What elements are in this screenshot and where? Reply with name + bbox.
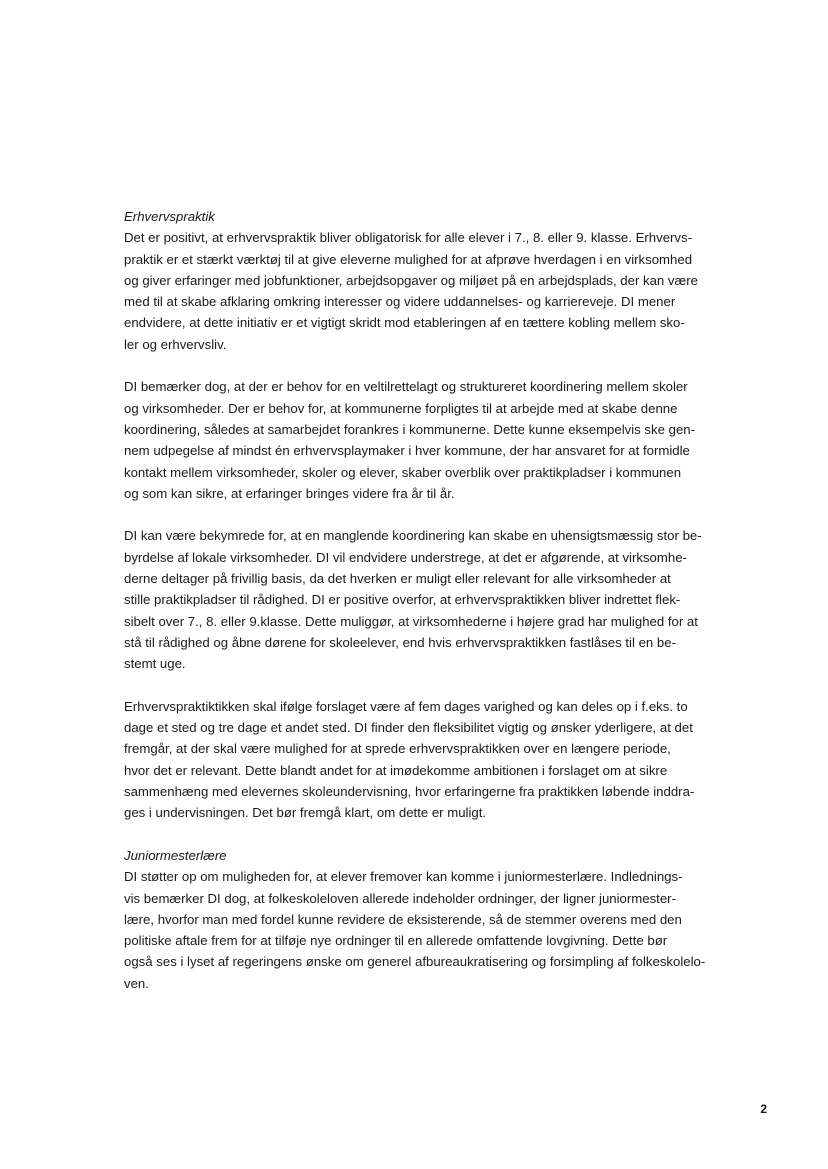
section-heading: Juniormesterlære [124,847,227,863]
paragraph-gap [124,824,769,845]
text-line: ven. [124,975,149,991]
paragraph [124,866,769,994]
text-line: stå til rådighed og åbne dørene for skoleelever, end hvis erhvervspraktikken fastlåses til en be- [124,634,676,650]
text-line: endvidere, at dette initiativ er et vigtigt skridt mod etableringen af en tættere kobling mellem sko- [124,315,685,331]
text-line: byrdelse af lokale virksomheder. DI vil endvidere understrege, at det er afgørende, at virksomhe- [124,549,687,565]
text-line: Erhvervspraktiktikken skal ifølge forslaget være af fem dages varighed og kan deles op i f.eks. to [124,698,688,714]
text-line: DI kan være bekymrede for, at en manglende koordinering kan skabe en uhensigtsmæssig stor be- [124,528,702,544]
text-line: lære, hvorfor man med fordel kunne revidere de eksisterende, så de stemmer overens med den [124,911,682,927]
paragraph [124,525,769,674]
text-line: vis bemærker DI dog, at folkeskoleloven allerede indeholder ordninger, der ligner juniormester- [124,890,676,906]
text-line: derne deltager på frivillig basis, da det hverken er muligt eller relevant for alle virksomheder at [124,571,671,587]
text-line: og giver erfaringer med jobfunktioner, arbejdsopgaver og miljøet på en arbejdsplads, der kan være [124,272,698,288]
text-line: Det er positivt, at erhvervspraktik bliver obligatorisk for alle elever i 7., 8. eller 9. klasse. Erhvervs- [124,230,693,246]
text-line: og som kan sikre, at erfaringer bringes videre fra år til år. [124,485,455,501]
page-number: 2 [760,1102,767,1116]
text-line: praktik er et stærkt værktøj til at give eleverne mulighed for at afprøve hverdagen i en virksomhed [124,251,693,267]
text-line: ler og erhvervsliv. [124,336,227,352]
text-line: koordinering, således at samarbejdet forankres i kommunerne. Dette kunne eksempelvis ske gen- [124,421,696,437]
paragraph-gap [124,355,769,376]
text-line: og virksomheder. Der er behov for, at kommunerne forpligtes til at arbejde med at skabe denne [124,400,678,416]
text-line: DI bemærker dog, at der er behov for en veltilrettelagt og struktureret koordinering mellem skoler [124,379,688,395]
text-line: også ses i lyset af regeringens ønske om generel afbureaukratisering og forsimpling af folkeskolelo- [124,954,706,970]
text-line: dage et sted og tre dage et andet sted. DI finder den fleksibilitet vigtig og ønsker yderligere, at det [124,720,693,736]
text-line: kontakt mellem virksomheder, skoler og elever, skaber overblik over praktikpladser i kommunen [124,464,682,480]
paragraph [124,227,769,355]
paragraph [124,376,769,504]
paragraph-gap [124,504,769,525]
text-line: DI støtter op om muligheden for, at elever fremover kan komme i juniormesterlære. Indlednings- [124,869,683,885]
text-line: stille praktikpladser til rådighed. DI er positive overfor, at erhvervspraktikken bliver indrettet flek- [124,592,681,608]
text-line: politiske aftale frem for at tilføje nye ordninger til en allerede omfattende lovgivning. Dette bør [124,933,668,949]
text-line: med til at skabe afklaring omkring interesser og videre uddannelses- og karriereveje. DI mener [124,294,676,310]
paragraph [124,696,769,824]
text-line: hvor det er relevant. Dette blandt andet for at imødekomme ambitionen i forslaget om at sikre [124,762,668,778]
text-line: sibelt over 7., 8. eller 9.klasse. Dette muliggør, at virksomhederne i højere grad har mulighed for at [124,613,698,629]
paragraph-gap [124,675,769,696]
text-line: ges i undervisningen. Det bør fremgå klart, om dette er muligt. [124,805,487,821]
section-heading: Erhvervspraktik [124,209,215,224]
text-line: stemt uge. [124,656,186,672]
text-line: sammenhæng med elevernes skoleundervisning, hvor erfaringerne fra praktikken løbende inddra- [124,784,695,800]
text-line: fremgår, at der skal være mulighed for at sprede erhvervspraktikken over en længere periode, [124,741,671,757]
document-body [124,206,769,994]
text-line: nem udpegelse af mindst én erhvervsplaymaker i hver kommune, der har ansvaret for at formidle [124,443,690,459]
